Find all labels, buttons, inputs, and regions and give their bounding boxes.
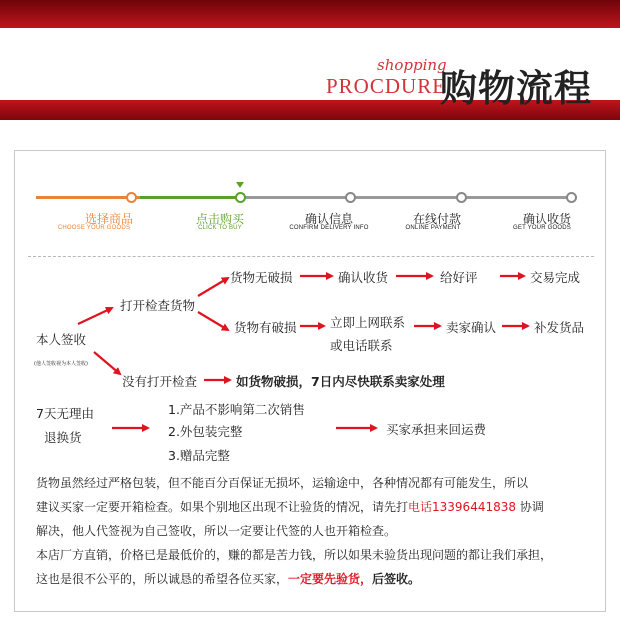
shopping-script: shopping [377, 56, 447, 74]
damage-notice: 如货物破损，7日内尽快联系卖家处理 [236, 374, 445, 389]
step-sub-3: CONFIRM DELIVERY INFO [289, 225, 369, 231]
step-sub-2: CLICK TO BUY [198, 225, 242, 231]
contact-online-label: 立即上网联系 [330, 315, 406, 330]
sign-note: (他人签收视为本人签收) [34, 361, 88, 367]
or-phone-label: 或电话联系 [330, 338, 393, 353]
notice-line-3: 解决，他人代签视为自己签收，所以一定要让代签的人也开箱检查。 [36, 524, 397, 538]
condition-3: 3.赠品完整 [168, 448, 230, 463]
notice-line-2 [36, 498, 544, 515]
notice-line-5 [36, 570, 420, 587]
step-label-3: 确认信息 [304, 212, 353, 226]
damaged-label: 货物有破损 [234, 320, 297, 335]
no-damage-label: 货物无破损 [230, 270, 293, 285]
confirm-receipt-label: 确认收货 [338, 270, 389, 285]
notice-line-5-start: 这也是很不公平的，所以诚恳的希望各位买家， [36, 572, 289, 586]
good-review-label: 给好评 [440, 270, 478, 285]
step-label-4: 在线付款 [412, 212, 461, 226]
step-sub-1: CHOOSE YOUR GOODS [57, 225, 131, 231]
return-label-1: 7天无理由 [36, 406, 94, 421]
notice-line-5-end: 后签收。 [372, 572, 421, 586]
deal-done-label: 交易完成 [530, 270, 581, 285]
arrow-sign-to-open [78, 308, 112, 324]
check-first-warning: 一定要先验货， [288, 572, 373, 586]
condition-2: 2.外包装完整 [168, 424, 243, 439]
notice-line-4: 本店厂方直销，价格已是最低价的，赚的都是苦力钱，所以如果未验货出现问题的都让我们承担， [36, 548, 553, 562]
step-label-5: 确认收货 [522, 212, 571, 226]
notice-line-2-end: 协调 [516, 500, 544, 514]
no-open-label: 没有打开检查 [122, 374, 198, 389]
return-label-2: 退换货 [44, 430, 82, 445]
step-label-1: 选择商品 [84, 212, 133, 226]
buyer-pays-label: 买家承担来回运费 [386, 422, 487, 437]
seller-confirm-label: 卖家确认 [446, 320, 497, 335]
procedure-label: PROCDURE [326, 74, 447, 98]
condition-1: 1.产品不影响第二次销售 [168, 402, 305, 417]
step-sub-5: GET YOUR GOODS [513, 225, 571, 231]
arrow-sign-to-noopen [94, 352, 120, 374]
arrow-open-to-nodamage [198, 278, 228, 296]
resend-label: 补发货品 [534, 320, 585, 335]
step-sub-4: ONLINE PAYMENT [405, 225, 461, 231]
open-check-label: 打开检查货物 [120, 298, 196, 313]
arrow-open-to-damaged [198, 312, 228, 330]
step-label-2: 点击购买 [195, 212, 244, 226]
notice-line-2-start: 建议买家一定要开箱检查。如果个别地区出现不让验货的情况，请先打 [36, 500, 409, 514]
sign-label: 本人签收 [36, 332, 87, 347]
page-title: 购物流程 [440, 67, 592, 110]
notice-line-1: 货物虽然经过严格包装，但不能百分百保证无损坏，运输途中，各种情况都有可能发生，所以 [36, 476, 529, 490]
phone-number: 电话13396441838 [408, 500, 516, 514]
